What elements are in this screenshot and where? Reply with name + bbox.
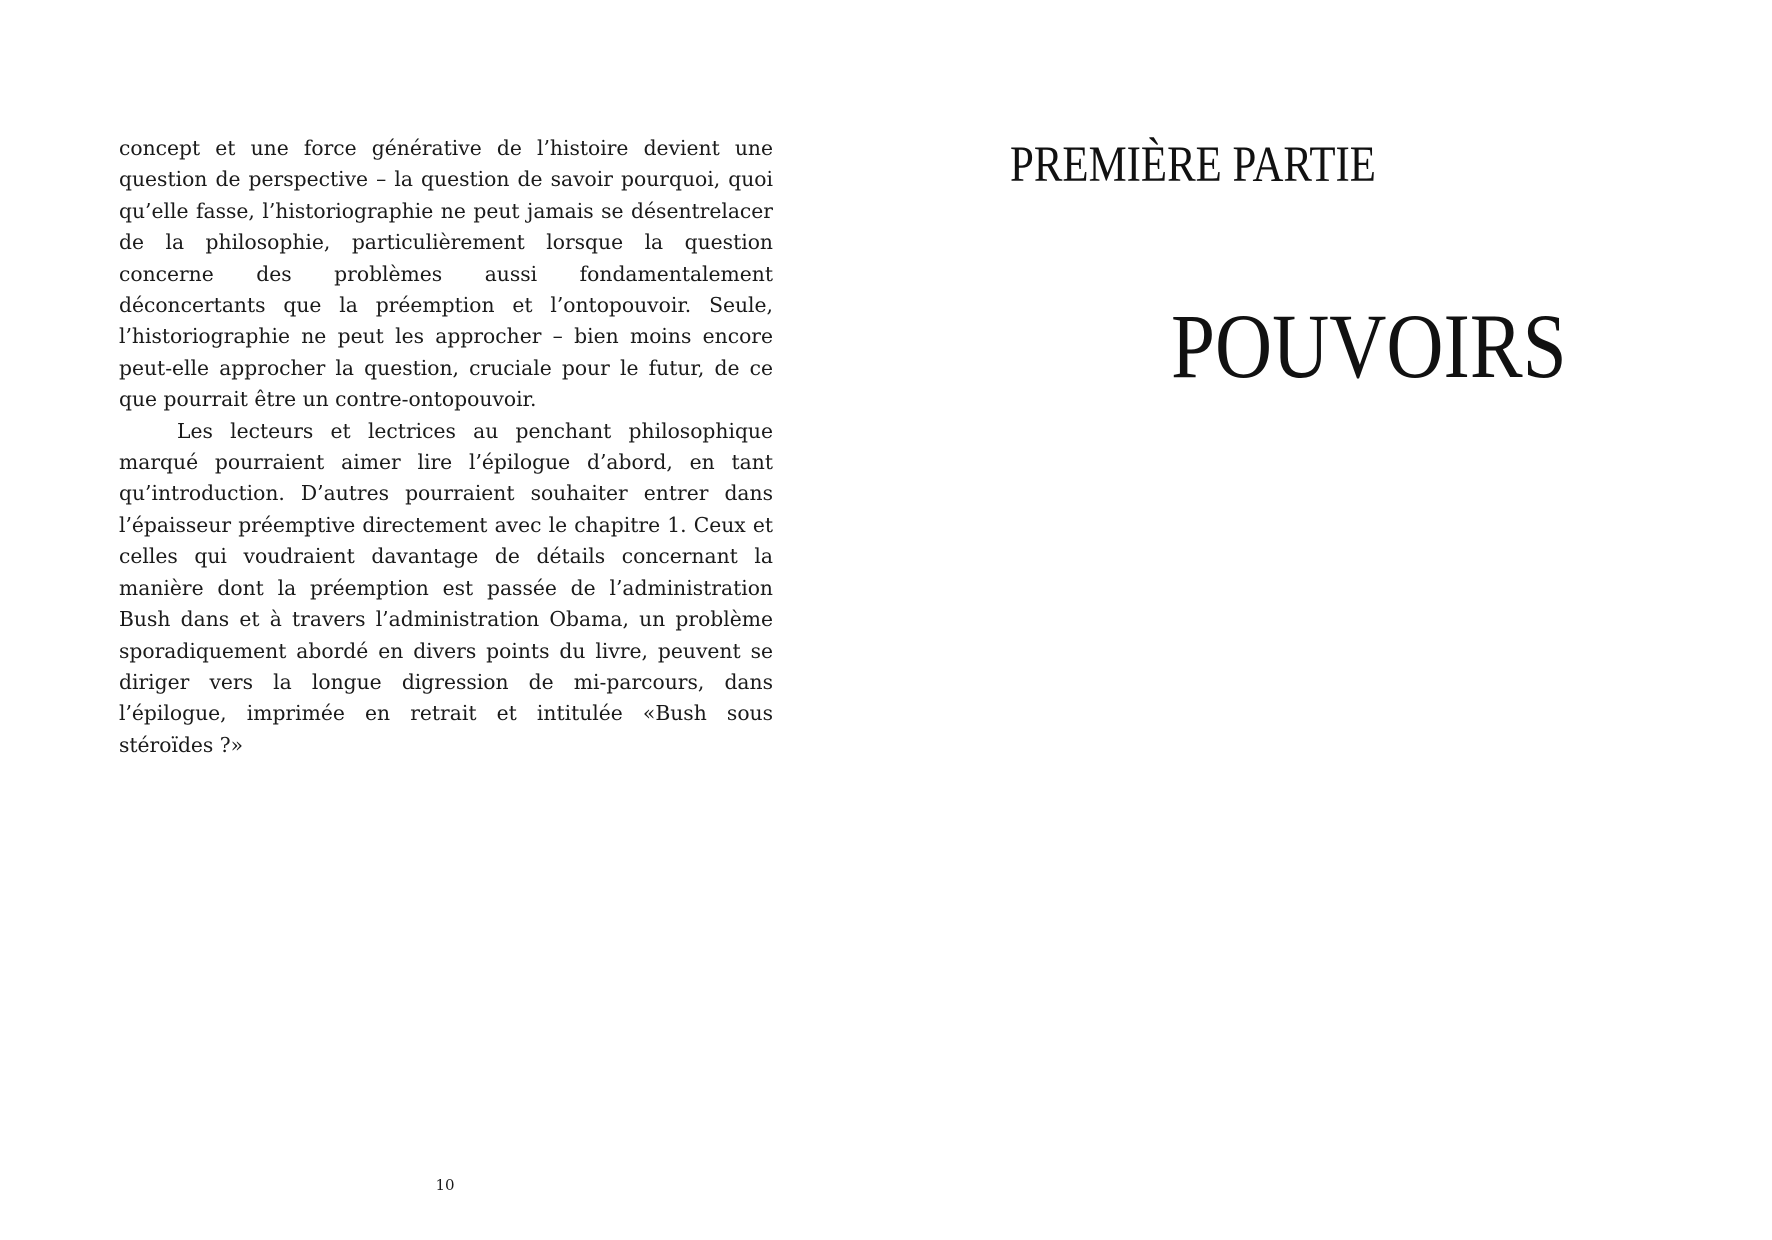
right-page — [886, 0, 1772, 1240]
part-label: PREMIÈRE PARTIE — [1010, 137, 1376, 193]
body-text — [119, 133, 773, 761]
part-title: POUVOIRS — [1171, 295, 1567, 397]
page-number: 10 — [435, 1176, 455, 1194]
paragraph-continuation: concept et une force générative de l’histoire devient une question de perspective – la question de savoir pourquoi, quoi qu’elle fasse, l’historiographie ne peut jamais se désentrelacer de la philosophie, particulièrement lorsque la question concerne des problèmes aussi fondamentalement déconcertants que la préemption et l’ontopouvoir. Seule, l’historiographie ne peut les approcher – bien moins encore peut-elle approcher la question, cruciale pour le futur, de ce que pourrait être un contre-ontopouvoir. — [119, 136, 773, 412]
paragraph-reading-guide: Les lecteurs et lectrices au penchant philosophique marqué pourraient aimer lire l’épilogue d’abord, en tant qu’introduction. D’autres pourraient souhaiter entrer dans l’épaisseur préemptive directement avec le chapitre 1. Ceux et celles qui voudraient davantage de détails concernant la manière dont la préemption est passée de l’administration Bush dans et à travers l’administration Obama, un problème sporadiquement abordé en divers points du livre, peuvent se diriger vers la longue digression de mi-parcours, dans l’épilogue, imprimée en retrait et intitulée «Bush sous stéroïdes ?» — [119, 418, 773, 757]
